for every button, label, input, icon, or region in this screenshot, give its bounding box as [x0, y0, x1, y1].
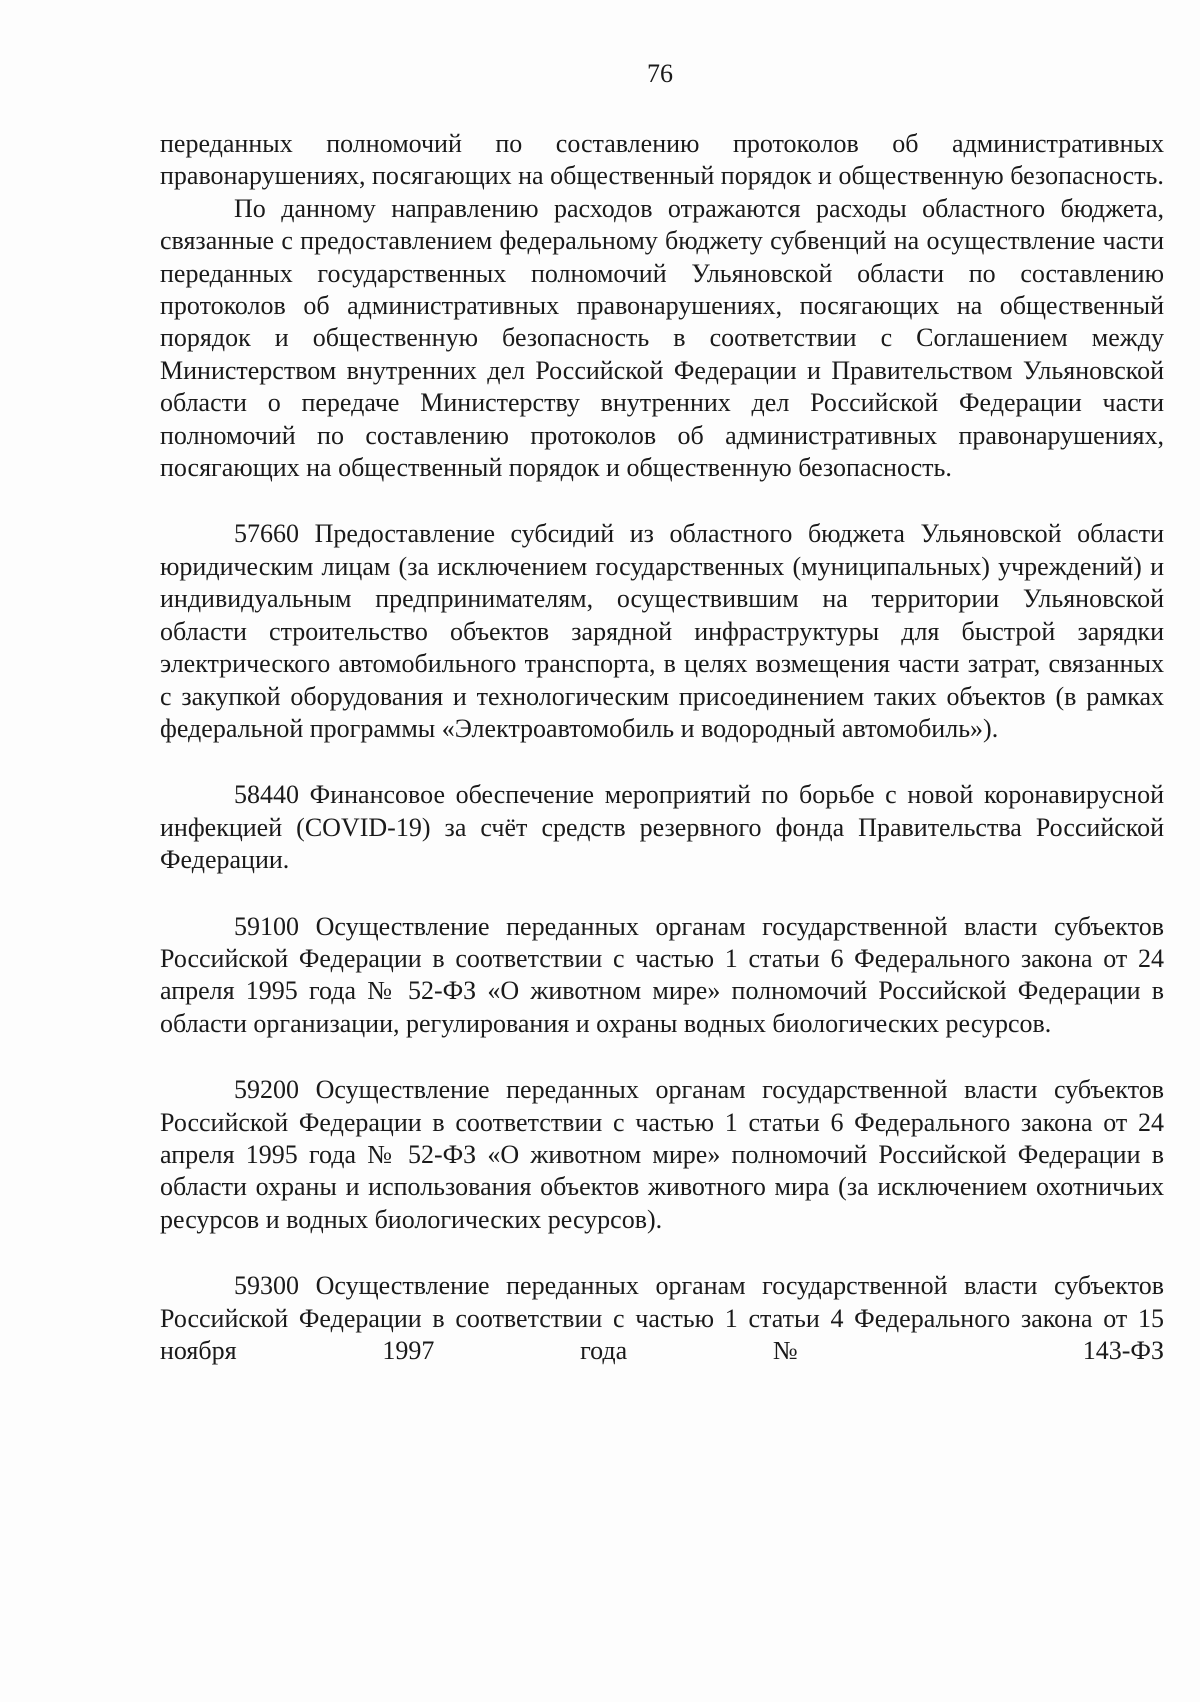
page-number: 76: [647, 59, 673, 88]
paragraph-code-59200: 59200 Осуществление переданных органам государственной власти субъектов Российской Федерации в соответствии с частью 1 статьи 6 Федерального закона от 24 апреля 1995 года № 52-ФЗ «О животном мире» полномочий Российской Федерации в области охраны и использования объектов животного мира (за исключением охотничьих ресурсов и водных биологических ресурсов).: [160, 1075, 1164, 1234]
document-body: [160, 128, 1164, 1367]
paragraph-expense-description: По данному направлению расходов отражаются расходы областного бюджета, связанные с предоставлением федеральному бюджету субвенций на осуществление части переданных государственных полномочий Ульяновской области по составлению протоколов об административных правонарушениях, посягающих на общественный порядок и общественную безопасность в соответствии с Соглашением между Министерством внутренних дел Российской Федерации и Правительством Ульяновской области о передаче Министерству внутренних дел Российской Федерации части полномочий по составлению протоколов об административных правонарушениях, посягающих на общественный порядок и общественную безопасность.: [160, 193, 1164, 483]
paragraph-code-58440: 58440 Финансовое обеспечение мероприятий по борьбе с новой коронавирусной инфекцией (COVID-19) за счёт средств резервного фонда Правительства Российской Федерации.: [160, 780, 1164, 875]
paragraph-continuation: переданных полномочий по составлению протоколов об административных правонарушениях, посягающих на общественный порядок и общественную безопасность.: [160, 129, 1164, 191]
paragraph-code-59100: 59100 Осуществление переданных органам государственной власти субъектов Российской Федерации в соответствии с частью 1 статьи 6 Федерального закона от 24 апреля 1995 года № 52-ФЗ «О животном мире» полномочий Российской Федерации в области организации, регулирования и охраны водных биологических ресурсов.: [160, 911, 1164, 1038]
paragraph-code-57660: 57660 Предоставление субсидий из областного бюджета Ульяновской области юридическим лицам (за исключением государственных (муниципальных) учреждений) и индивидуальным предпринимателям, осуществившим на территории Ульяновской области строительство объектов зарядной инфраструктуры для быстрой зарядки электрического автомобильного транспорта, в целях возмещения части затрат, связанных с закупкой оборудования и технологическим присоединением таких объектов (в рамках федеральной программы «Электроавтомобиль и водородный автомобиль»).: [160, 519, 1164, 743]
paragraph-code-59300: 59300 Осуществление переданных органам государственной власти субъектов Российской Федерации в соответствии с частью 1 статьи 4 Федерального закона от 15 ноября 1997 года № 143-ФЗ: [160, 1271, 1164, 1365]
